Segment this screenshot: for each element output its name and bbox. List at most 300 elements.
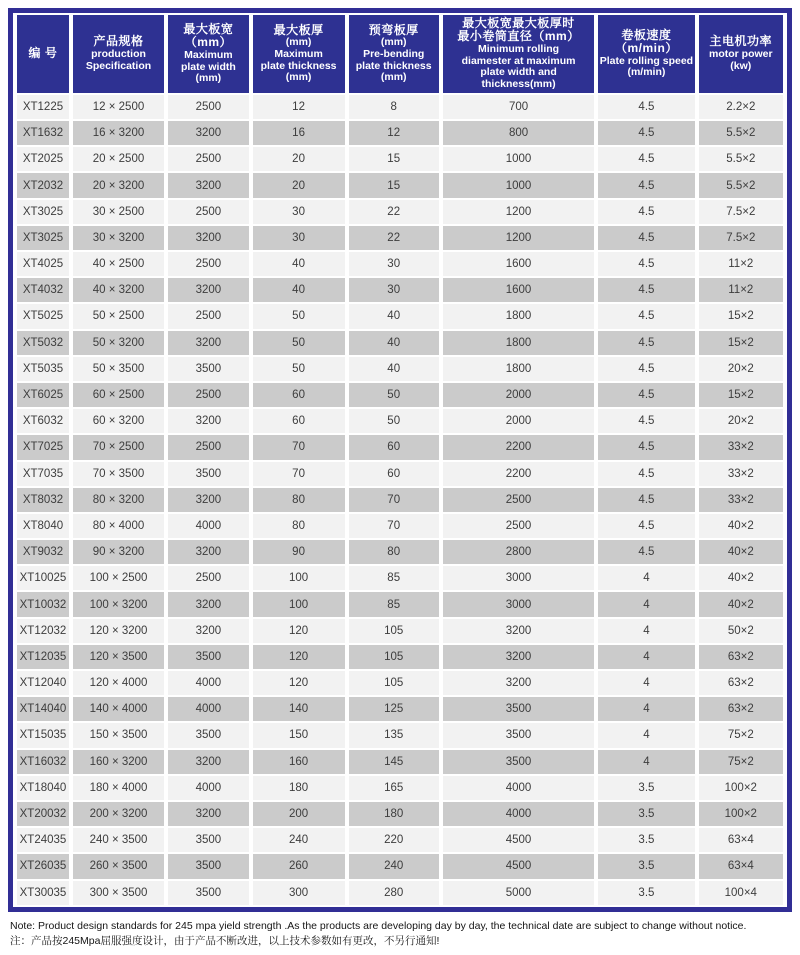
table-cell: 3500 [168, 462, 249, 486]
table-cell: 4 [598, 697, 694, 721]
table-cell: 20×2 [699, 409, 783, 433]
table-cell: 30 [349, 278, 439, 302]
table-cell: 200 × 3200 [73, 802, 164, 826]
table-cell: 4 [598, 645, 694, 669]
table-cell: 800 [443, 121, 594, 145]
table-row [17, 828, 783, 852]
table-cell: 3200 [168, 226, 249, 250]
table-row [17, 488, 783, 512]
table-cell: 3200 [168, 750, 249, 774]
table-cell: 3200 [168, 173, 249, 197]
table-cell: 30 [253, 226, 345, 250]
column-header-min-roll-diameter [443, 15, 594, 93]
table-cell: 140 [253, 697, 345, 721]
header-line: 编 号 [28, 46, 58, 61]
table-cell: 11×2 [699, 252, 783, 276]
table-cell: XT2025 [17, 147, 69, 171]
table-row [17, 645, 783, 669]
table-cell: 3500 [168, 357, 249, 381]
table-cell: XT5025 [17, 304, 69, 328]
table-cell: 4000 [168, 514, 249, 538]
table-row [17, 278, 783, 302]
table-row [17, 854, 783, 878]
table-cell: 4.5 [598, 173, 694, 197]
header-line: diamester at maximum [461, 54, 576, 67]
header-line: plate width [180, 60, 236, 73]
table-row [17, 252, 783, 276]
table-cell: 4000 [443, 802, 594, 826]
table-cell: 20×2 [699, 357, 783, 381]
table-cell: 240 [253, 828, 345, 852]
table-cell: 60 [253, 409, 345, 433]
table-cell: 4.5 [598, 226, 694, 250]
table-cell: 20 [253, 147, 345, 171]
table-row [17, 331, 783, 355]
table-cell: 85 [349, 566, 439, 590]
table-cell: 1800 [443, 357, 594, 381]
table-row [17, 881, 783, 905]
table-cell: 160 × 3200 [73, 750, 164, 774]
table-cell: 1600 [443, 278, 594, 302]
table-cell: 4 [598, 723, 694, 747]
table-cell: 12 × 2500 [73, 95, 164, 119]
table-cell: 4 [598, 592, 694, 616]
table-cell: 7.5×2 [699, 226, 783, 250]
table-row [17, 200, 783, 224]
table-cell: 60 [349, 435, 439, 459]
table-cell: 2500 [168, 200, 249, 224]
table-cell: 2200 [443, 435, 594, 459]
table-cell: 16 [253, 121, 345, 145]
table-cell: 4.5 [598, 304, 694, 328]
table-cell: 63×2 [699, 697, 783, 721]
table-row [17, 147, 783, 171]
table-cell: 4000 [168, 671, 249, 695]
table-cell: 2500 [443, 488, 594, 512]
header-line: 产品规格 [93, 34, 144, 49]
header-line: （m/min） [615, 41, 678, 56]
column-header-motor-power [699, 15, 783, 93]
table-cell: 3200 [168, 540, 249, 564]
header-line: Maximum [274, 47, 323, 60]
footer-notes [8, 912, 792, 951]
table-cell: 2500 [443, 514, 594, 538]
table-header [17, 15, 783, 93]
table-cell: 80 × 4000 [73, 514, 164, 538]
table-cell: 2000 [443, 409, 594, 433]
table-cell: 63×2 [699, 671, 783, 695]
table-cell: 1800 [443, 331, 594, 355]
header-line: 主电机功率 [709, 34, 773, 49]
note-cn: 注：产品按245Mpa屈服强度设计，由于产品不断改进，以上技术参数如有更改，不另行通知! [10, 935, 440, 948]
table-row [17, 226, 783, 250]
table-cell: 85 [349, 592, 439, 616]
table-cell: 3200 [443, 619, 594, 643]
column-header-no [17, 15, 69, 93]
table-cell: 300 × 3500 [73, 881, 164, 905]
header-line: motor power [709, 47, 773, 60]
table-cell: XT6032 [17, 409, 69, 433]
table-cell: 70 × 2500 [73, 435, 164, 459]
table-cell: 4000 [168, 697, 249, 721]
table-cell: 70 [253, 435, 345, 459]
table-cell: XT18040 [17, 776, 69, 800]
table-cell: 40 [349, 304, 439, 328]
table-cell: 1000 [443, 173, 594, 197]
column-header-prebend-thickness [349, 15, 439, 93]
table-cell: 40 [349, 357, 439, 381]
header-line: Plate rolling speed [599, 54, 694, 67]
table-cell: 100×4 [699, 881, 783, 905]
table-cell: 135 [349, 723, 439, 747]
table-cell: XT14040 [17, 697, 69, 721]
table-row [17, 802, 783, 826]
table-cell: 4.5 [598, 357, 694, 381]
header-row [17, 15, 783, 93]
table-cell: 5.5×2 [699, 147, 783, 171]
table-cell: 15×2 [699, 304, 783, 328]
table-cell: 5.5×2 [699, 121, 783, 145]
table-row [17, 514, 783, 538]
table-cell: XT6025 [17, 383, 69, 407]
table-cell: 2.2×2 [699, 95, 783, 119]
header-line: 最大板宽最大板厚时 [462, 16, 575, 30]
table-cell: 15 [349, 173, 439, 197]
table-cell: 60 [349, 462, 439, 486]
table-cell: 30 × 2500 [73, 200, 164, 224]
table-cell: 40 × 2500 [73, 252, 164, 276]
table-cell: 33×2 [699, 435, 783, 459]
table-cell: 16 × 3200 [73, 121, 164, 145]
table-cell: 4.5 [598, 95, 694, 119]
table-cell: 11×2 [699, 278, 783, 302]
table-cell: 4 [598, 619, 694, 643]
table-cell: XT9032 [17, 540, 69, 564]
table-cell: 50 [349, 409, 439, 433]
table-cell: XT7025 [17, 435, 69, 459]
header-line: Maximum [184, 48, 233, 61]
table-cell: 4 [598, 671, 694, 695]
table-cell: 100 [253, 566, 345, 590]
table-cell: 30 × 3200 [73, 226, 164, 250]
table-cell: 1600 [443, 252, 594, 276]
table-cell: 4.5 [598, 409, 694, 433]
column-header-roll-speed [598, 15, 694, 93]
header-line: 最大板宽 [183, 21, 234, 36]
table-cell: 260 [253, 854, 345, 878]
header-line: production [91, 47, 146, 60]
table-cell: 4.5 [598, 540, 694, 564]
table-cell: 4 [598, 566, 694, 590]
table-cell: XT1225 [17, 95, 69, 119]
table-cell: 33×2 [699, 488, 783, 512]
table-cell: 40 × 3200 [73, 278, 164, 302]
table-cell: XT24035 [17, 828, 69, 852]
table-cell: 120 × 4000 [73, 671, 164, 695]
table-cell: 220 [349, 828, 439, 852]
table-row [17, 592, 783, 616]
table-cell: 4.5 [598, 147, 694, 171]
table-cell: XT20032 [17, 802, 69, 826]
header-line: (mm) [380, 71, 407, 84]
header-line: plate width and [480, 66, 557, 79]
header-line: 卷板速度 [621, 27, 672, 42]
table-cell: 4.5 [598, 252, 694, 276]
table-row [17, 671, 783, 695]
header-line: (mm) [285, 71, 312, 84]
table-cell: XT5032 [17, 331, 69, 355]
table-cell: 3200 [168, 592, 249, 616]
table-cell: 280 [349, 881, 439, 905]
table-cell: 50 [253, 357, 345, 381]
table-cell: 3200 [168, 409, 249, 433]
table-cell: XT16032 [17, 750, 69, 774]
table-cell: 50 [253, 331, 345, 355]
table-cell: 80 [253, 488, 345, 512]
table-row [17, 723, 783, 747]
table-cell: 50 [253, 304, 345, 328]
table-cell: 40×2 [699, 592, 783, 616]
table-cell: 60 × 3200 [73, 409, 164, 433]
table-cell: 3.5 [598, 776, 694, 800]
table-cell: 5000 [443, 881, 594, 905]
table-cell: 3200 [168, 121, 249, 145]
table-cell: 3500 [443, 750, 594, 774]
table-cell: 40 [349, 331, 439, 355]
table-cell: 160 [253, 750, 345, 774]
table-cell: 60 × 2500 [73, 383, 164, 407]
table-row [17, 697, 783, 721]
table-cell: 3000 [443, 566, 594, 590]
table-cell: XT8040 [17, 514, 69, 538]
table-cell: 80 [253, 514, 345, 538]
table-cell: 63×4 [699, 828, 783, 852]
table-cell: 2200 [443, 462, 594, 486]
table-row [17, 776, 783, 800]
table-cell: 50×2 [699, 619, 783, 643]
table-cell: 12 [349, 121, 439, 145]
table-cell: 4.5 [598, 488, 694, 512]
table-cell: 105 [349, 671, 439, 695]
table-cell: 50 × 3500 [73, 357, 164, 381]
table-cell: 100 × 3200 [73, 592, 164, 616]
table-cell: 3200 [443, 645, 594, 669]
table-cell: 3500 [168, 854, 249, 878]
header-line: (mm) [195, 72, 222, 85]
table-cell: 4 [598, 750, 694, 774]
header-line: (mm) [285, 36, 312, 49]
table-cell: 180 [349, 802, 439, 826]
table-cell: 15×2 [699, 331, 783, 355]
table-cell: 12 [253, 95, 345, 119]
table-cell: 100 [253, 592, 345, 616]
table-cell: 80 × 3200 [73, 488, 164, 512]
table-cell: 2500 [168, 252, 249, 276]
table-cell: 33×2 [699, 462, 783, 486]
table-cell: 3.5 [598, 881, 694, 905]
column-header-max-width [168, 15, 249, 93]
table-cell: 240 [349, 854, 439, 878]
table-cell: 120 × 3200 [73, 619, 164, 643]
table-cell: 180 × 4000 [73, 776, 164, 800]
table-cell: 5.5×2 [699, 173, 783, 197]
table-cell: XT5035 [17, 357, 69, 381]
table-cell: 4500 [443, 854, 594, 878]
table-row [17, 566, 783, 590]
header-line: Specification [85, 59, 152, 72]
header-line: (kw) [730, 59, 752, 72]
table-cell: 90 [253, 540, 345, 564]
table-cell: 105 [349, 645, 439, 669]
header-line: plate thickness [355, 59, 432, 72]
table-cell: 75×2 [699, 750, 783, 774]
table-cell: 200 [253, 802, 345, 826]
table-cell: 2800 [443, 540, 594, 564]
table-cell: 70 [349, 488, 439, 512]
table-cell: 3.5 [598, 854, 694, 878]
header-line: 预弯板厚 [368, 22, 419, 37]
table-cell: 3200 [168, 278, 249, 302]
header-line: thickness(mm) [481, 78, 556, 91]
table-cell: 4.5 [598, 200, 694, 224]
table-cell: 145 [349, 750, 439, 774]
table-cell: 240 × 3500 [73, 828, 164, 852]
table-cell: 3200 [443, 671, 594, 695]
table-cell: 100 × 2500 [73, 566, 164, 590]
table-cell: 4.5 [598, 383, 694, 407]
table-cell: XT10025 [17, 566, 69, 590]
table-cell: 165 [349, 776, 439, 800]
table-row [17, 462, 783, 486]
table-cell: 1200 [443, 200, 594, 224]
table-row [17, 95, 783, 119]
spec-table [8, 8, 792, 912]
table-cell: 80 [349, 540, 439, 564]
table-cell: 4000 [443, 776, 594, 800]
table-cell: 3.5 [598, 802, 694, 826]
table-cell: 3000 [443, 592, 594, 616]
table-cell: 3500 [443, 697, 594, 721]
header-line: Minimum rolling [478, 42, 560, 55]
table-cell: 40 [253, 252, 345, 276]
column-header-spec [73, 15, 164, 93]
table-cell: 30 [349, 252, 439, 276]
table-cell: 120 [253, 619, 345, 643]
table-cell: 3200 [168, 619, 249, 643]
table-cell: 40×2 [699, 540, 783, 564]
table-cell: 4.5 [598, 435, 694, 459]
table-cell: 700 [443, 95, 594, 119]
column-header-max-thickness [253, 15, 345, 93]
table-cell: 63×4 [699, 854, 783, 878]
table-cell: 125 [349, 697, 439, 721]
table-cell: 4.5 [598, 278, 694, 302]
table-cell: 70 × 3500 [73, 462, 164, 486]
table-row [17, 121, 783, 145]
table-cell: 105 [349, 619, 439, 643]
header-line: 最小卷筒直径（mm） [457, 29, 580, 44]
table-cell: 3200 [168, 331, 249, 355]
table-cell: 100×2 [699, 776, 783, 800]
table-cell: XT2032 [17, 173, 69, 197]
table-cell: 1000 [443, 147, 594, 171]
table-cell: 3.5 [598, 828, 694, 852]
table-row [17, 435, 783, 459]
header-line: plate thickness [260, 59, 337, 72]
table-cell: 300 [253, 881, 345, 905]
table-cell: 4000 [168, 776, 249, 800]
header-line: （mm） [184, 35, 233, 50]
table-cell: 40×2 [699, 514, 783, 538]
table-cell: 4.5 [598, 121, 694, 145]
table-cell: 120 [253, 671, 345, 695]
table-cell: XT12035 [17, 645, 69, 669]
table-cell: 3500 [168, 723, 249, 747]
table-cell: 150 × 3500 [73, 723, 164, 747]
table-cell: XT3025 [17, 200, 69, 224]
table-cell: 4.5 [598, 331, 694, 355]
table-cell: 40 [253, 278, 345, 302]
table-cell: 15 [349, 147, 439, 171]
table-cell: 50 × 2500 [73, 304, 164, 328]
table-cell: 2500 [168, 147, 249, 171]
table-cell: XT3025 [17, 226, 69, 250]
note-en: Note: Product design standards for 245 mpa yield strength .As the products are developing day by day, the technical date are subject to change without notice. [10, 919, 747, 932]
table-cell: 2500 [168, 383, 249, 407]
table-cell: 4500 [443, 828, 594, 852]
table-cell: 4.5 [598, 462, 694, 486]
table-cell: 3200 [168, 802, 249, 826]
table-cell: 2500 [168, 95, 249, 119]
table-cell: XT26035 [17, 854, 69, 878]
table-cell: 2000 [443, 383, 594, 407]
table-cell: XT12040 [17, 671, 69, 695]
table-cell: 50 [349, 383, 439, 407]
table-cell: 7.5×2 [699, 200, 783, 224]
table-cell: 15×2 [699, 383, 783, 407]
table-cell: 3500 [168, 881, 249, 905]
table-cell: 2500 [168, 435, 249, 459]
table-cell: 2500 [168, 566, 249, 590]
table-cell: 90 × 3200 [73, 540, 164, 564]
header-line: Pre-bending [363, 47, 425, 60]
table-cell: 8 [349, 95, 439, 119]
table-cell: 70 [349, 514, 439, 538]
table-cell: XT8032 [17, 488, 69, 512]
table-cell: XT4025 [17, 252, 69, 276]
table-cell: 3500 [443, 723, 594, 747]
table-cell: 50 × 3200 [73, 331, 164, 355]
header-line: (mm) [380, 36, 407, 49]
table-cell: XT12032 [17, 619, 69, 643]
table-cell: 120 × 3500 [73, 645, 164, 669]
table-cell: 20 × 2500 [73, 147, 164, 171]
table-row [17, 619, 783, 643]
table-cell: 20 [253, 173, 345, 197]
table-row [17, 383, 783, 407]
table-cell: 4.5 [598, 514, 694, 538]
table-cell: 140 × 4000 [73, 697, 164, 721]
table-cell: 3500 [168, 645, 249, 669]
table-row [17, 173, 783, 197]
table-cell: 63×2 [699, 645, 783, 669]
table-cell: XT7035 [17, 462, 69, 486]
table-row [17, 750, 783, 774]
header-line: (m/min) [627, 66, 666, 79]
table-row [17, 540, 783, 564]
table-cell: 260 × 3500 [73, 854, 164, 878]
table-cell: XT15035 [17, 723, 69, 747]
